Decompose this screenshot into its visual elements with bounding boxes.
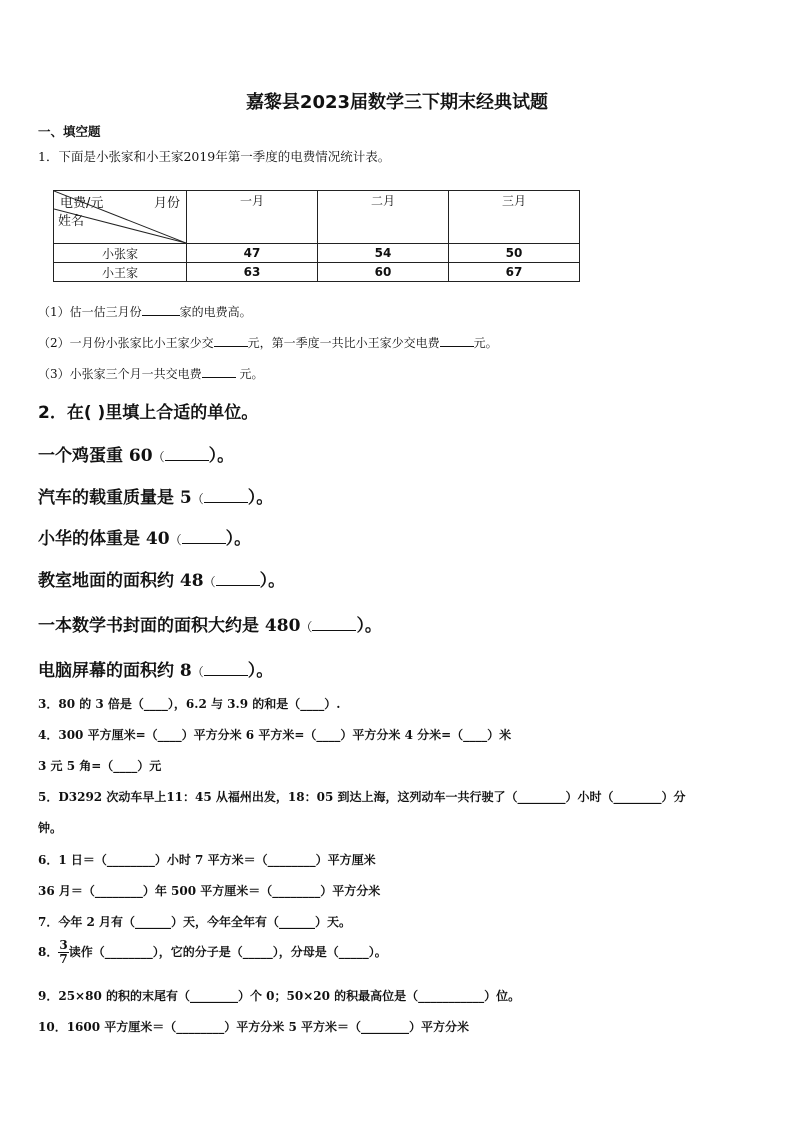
row-value: 50 xyxy=(449,244,580,263)
question-5-line-2: 钟。 xyxy=(38,821,63,835)
question-2-item-5: 一本数学书封面的面积大约是 480（ ）。 xyxy=(38,616,382,636)
corner-label-fee: 电费/元 xyxy=(60,196,104,211)
question-5-line-1: 5．D3292 次动车早上11：45 从福州出发，18：05 到达上海，这列动车一共行驶了（________）小时（________）分 xyxy=(38,790,686,804)
question-9: 9．25×80 的积的末尾有（________）个 0；50×20 的积最高位是（___________）位。 xyxy=(38,989,521,1003)
table-row xyxy=(54,263,580,282)
row-value: 67 xyxy=(449,263,580,282)
row-value: 54 xyxy=(318,244,449,263)
table-row xyxy=(54,244,580,263)
month-header-1: 一月 xyxy=(187,191,318,244)
month-header-2: 二月 xyxy=(318,191,449,244)
answer-blank[interactable] xyxy=(204,663,248,676)
row-value: 63 xyxy=(187,263,318,282)
answer-blank[interactable] xyxy=(214,334,248,347)
question-1-sub-3: （3）小张家三个月一共交电费 元。 xyxy=(38,367,264,381)
answer-blank[interactable] xyxy=(312,618,356,631)
question-2-item-4: 教室地面的面积约 48（ ）。 xyxy=(38,571,286,591)
answer-blank[interactable] xyxy=(165,448,209,461)
corner-label-month: 月份 xyxy=(153,196,180,211)
answer-blank[interactable] xyxy=(440,334,474,347)
question-6-line-2: 36 月＝（________）年 500 平方厘米＝（________）平方分米 xyxy=(38,884,381,898)
page-title: 嘉黎县2023届数学三下期末经典试题 xyxy=(245,92,549,113)
question-2-item-1: 一个鸡蛋重 60（ ）。 xyxy=(38,446,235,466)
answer-blank[interactable] xyxy=(182,531,226,544)
corner-label-name: 姓名 xyxy=(58,214,85,229)
question-1-sub-1: （1）估一估三月份 家的电费高。 xyxy=(38,305,252,319)
question-2-stem: 2．在( )里填上合适的单位。 xyxy=(38,403,259,423)
answer-blank[interactable] xyxy=(202,365,236,378)
question-8: 8． $\frac{3}{7}$ 读作（________），它的分子是（_____），分母是（_____）。 xyxy=(38,938,387,966)
answer-blank[interactable] xyxy=(204,490,248,503)
answer-blank[interactable] xyxy=(216,573,260,586)
question-1-sub-2: （2）一月份小张家比小王家少交 元，第一季度一共比小王家少交电费 元。 xyxy=(38,336,498,350)
table-corner-header xyxy=(54,191,187,244)
question-3: 3．80 的 3 倍是（____），6.2 与 3.9 的和是（____）. xyxy=(38,697,341,711)
question-4-line-2: 3 元 5 角=（____）元 xyxy=(38,759,162,773)
question-2-item-6: 电脑屏幕的面积约 8（ ）。 xyxy=(38,661,274,681)
row-name: 小张家 xyxy=(54,244,187,263)
month-header-3: 三月 xyxy=(449,191,580,244)
electricity-fee-table xyxy=(53,190,580,282)
question-2-item-3: 小华的体重是 40（ ）。 xyxy=(38,529,252,549)
row-value: 60 xyxy=(318,263,449,282)
question-10: 10．1600 平方厘米＝（________）平方分米 5 平方米＝（________）平方分米 xyxy=(38,1020,469,1034)
question-2-item-2: 汽车的载重质量是 5（ ）。 xyxy=(38,488,274,508)
answer-blank[interactable] xyxy=(142,303,180,316)
question-1-stem: 1．下面是小张家和小王家2019年第一季度的电费情况统计表。 xyxy=(38,149,391,164)
row-value: 47 xyxy=(187,244,318,263)
fraction: $\frac{3}{7}$ xyxy=(59,938,68,966)
section-heading: 一、填空题 xyxy=(38,124,101,139)
question-6-line-1: 6．1 日＝（________）小时 7 平方米＝（________）平方厘米 xyxy=(38,853,376,867)
question-4-line-1: 4．300 平方厘米=（____）平方分米 6 平方米=（____）平方分米 4 分米=（____）米 xyxy=(38,728,512,742)
row-name: 小王家 xyxy=(54,263,187,282)
question-7: 7．今年 2 月有（______）天，今年全年有（______）天。 xyxy=(38,915,352,929)
